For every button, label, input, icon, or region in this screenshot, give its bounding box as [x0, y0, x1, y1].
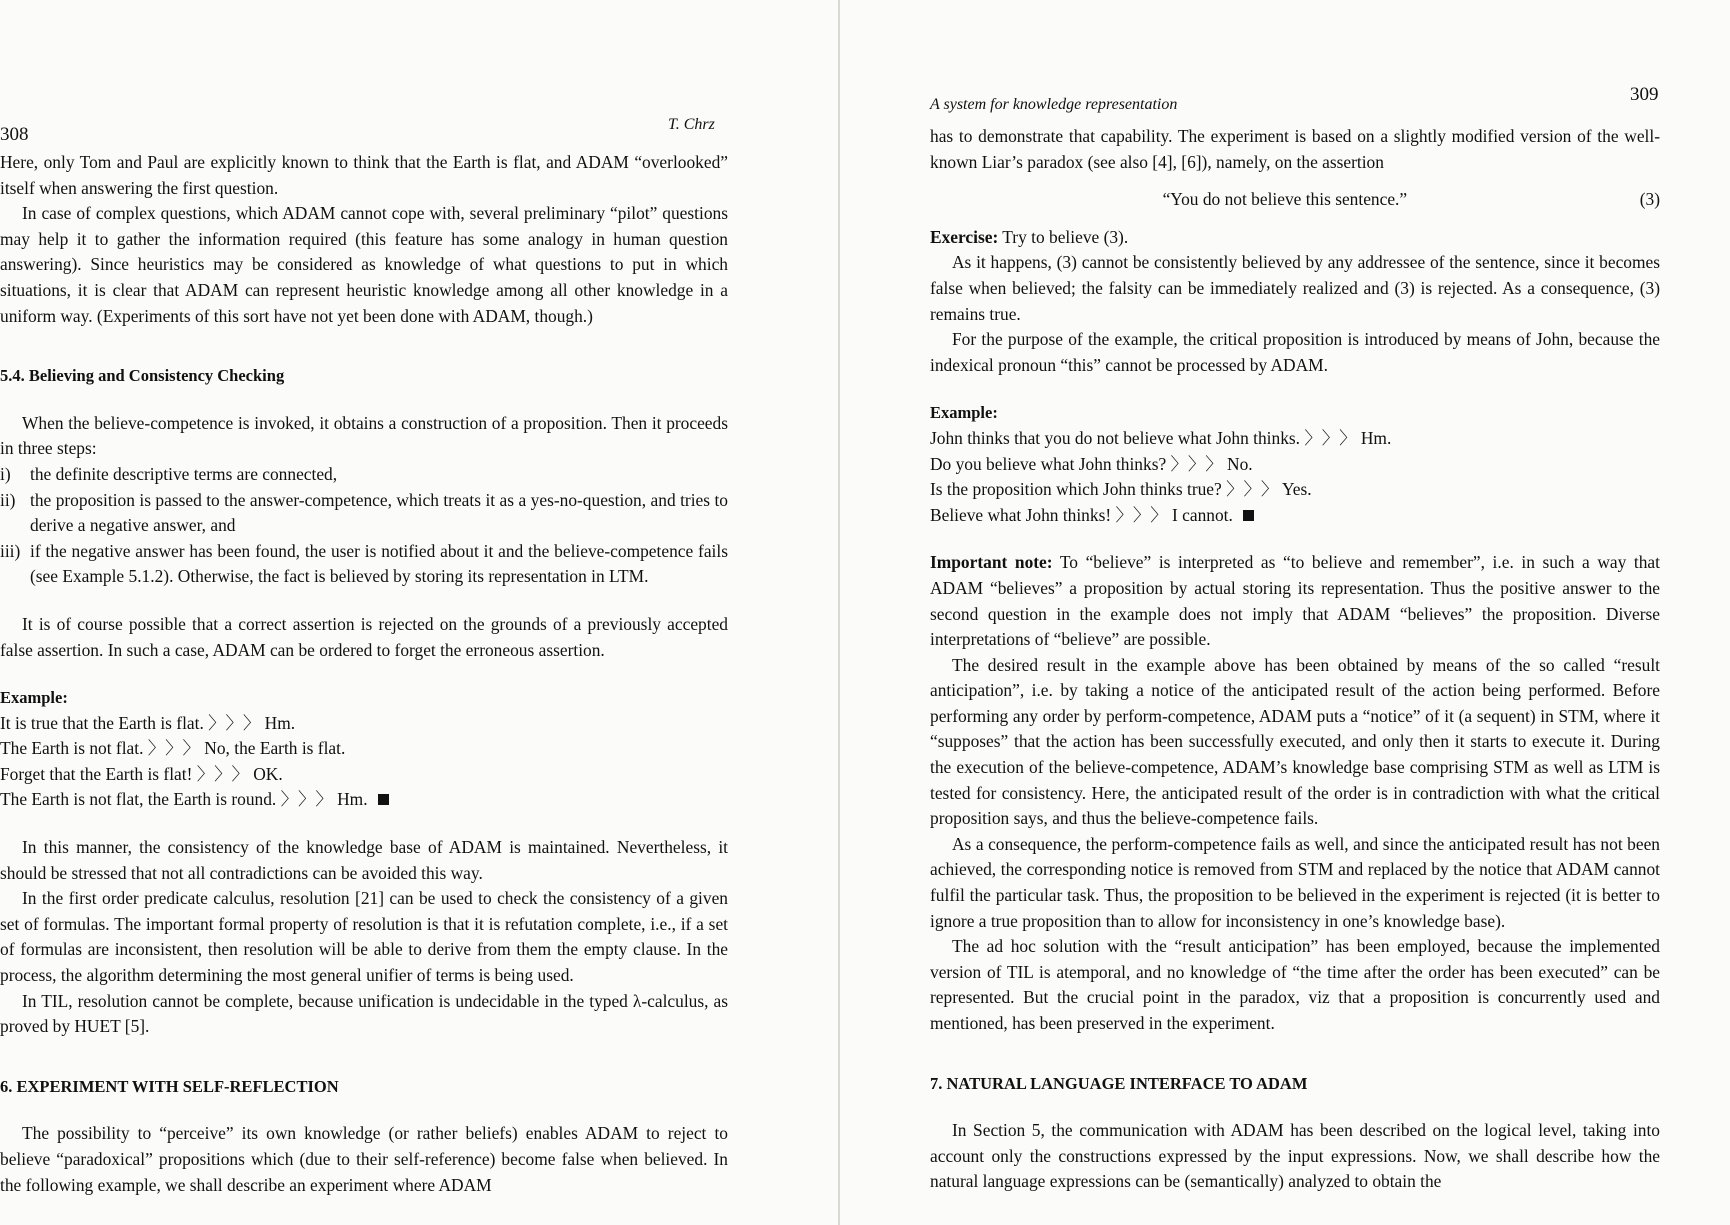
paragraph: In this manner, the consistency of the knowledge base of ADAM is maintained. Nevertheless, it should be stressed that not all contradictions can be avoided this way.	[0, 837, 728, 883]
example-label: Example:	[0, 688, 68, 708]
paragraph: The ad hoc solution with the “result anticipation” has been employed, because the implemented version of TIL is atemporal, and no knowledge of “the time after the order has been executed” can be represented. But the crucial point in the paradox, viz that a proposition is concurrently used and mentioned, has been preserved in the experiment.	[930, 936, 1660, 1033]
paragraph: As a consequence, the perform-competence fails as well, and since the anticipated result has not been achieved, the corresponding notice is removed from STM and replaced by the notice that ADAM cannot fulfil the particular task. Thus, the proposition to be believed in the experiment is rejected (it is better to ignore a true proposition than to allow for inconsistency in one’s knowledge base).	[930, 833, 1660, 931]
left-page	[0, 0, 740, 1225]
paragraph: Here, only Tom and Paul are explicitly known to think that the Earth is flat, and ADAM “overlooked” itself when answering the first question.	[0, 152, 728, 198]
paragraph: As it happens, (3) cannot be consistently believed by any addressee of the sentence, since it becomes false when believed; the falsity can be immediately realized and (3) is rejected. As a consequence, (3) remains true.	[930, 252, 1660, 324]
list-item	[0, 488, 728, 539]
exercise-text: Try to believe (3).	[1002, 226, 1129, 247]
end-of-example-square-icon	[1243, 510, 1254, 521]
paragraph: The possibility to “perceive” its own knowledge (or rather beliefs) enables ADAM to reject to believe “paradoxical” propositions which (due to their self-reference) become false when believed. In the following example, we shall describe an experiment where ADAM	[0, 1123, 728, 1195]
book-gutter	[838, 0, 840, 1225]
example-text: The Earth is not flat, the Earth is round. 〉〉〉 Hm.	[0, 789, 368, 810]
paragraph: In TIL, resolution cannot be complete, because unification is undecidable in the typed λ-calculus, as proved by HUET [5].	[0, 990, 728, 1037]
end-of-example-square-icon	[378, 794, 389, 805]
list-marker: ii)	[0, 489, 16, 510]
list-marker: i)	[0, 463, 11, 484]
paragraph: In case of complex questions, which ADAM cannot cope with, several preliminary “pilot” questions may help it to gather the information required (this feature has some analogy in human question answering). Since heuristics may be considered as knowledge of what questions to put in which situations, it is clear that ADAM can represent heuristic knowledge among all other knowledge in a uniform way. (Experiments of this sort have not yet been done with ADAM, though.)	[0, 203, 728, 326]
running-head: A system for knowledge representation	[930, 96, 1178, 113]
paragraph: It is of course possible that a correct assertion is rejected on the grounds of a previously accepted false assertion. In such a case, ADAM can be ordered to forget the erroneous assertion.	[0, 613, 728, 660]
note-label: Important note:	[930, 552, 1053, 573]
paragraph: The desired result in the example above has been obtained by means of the so called “result anticipation”, i.e. by taking a notice of the anticipated result of the action being performed. Before performing any order by perform-competence, ADAM puts a “notice” of it (a sequent) in STM, where it “supposes” that the action has been successfully executed, and only then it starts to execute it. During the execution of the believe-competence, ADAM’s knowledge base comprising STM as well as LTM is tested for consistency. Here, the anticipated result of the order is in contradiction with what the critical proposition says, and thus the believe-competence fails.	[930, 654, 1660, 829]
list-item	[0, 462, 728, 488]
exercise	[930, 225, 1660, 251]
example-line: It is true that the Earth is flat. 〉〉〉 Hm.	[0, 712, 296, 733]
section-heading: 6. EXPERIMENT WITH SELF-REFLECTION	[0, 1076, 339, 1096]
example-line	[930, 503, 1660, 529]
equation-number: (3)	[1639, 189, 1660, 210]
page-number: 308	[0, 124, 29, 145]
page-number: 309	[1630, 84, 1659, 105]
paragraph: In Section 5, the communication with ADAM has been described on the logical level, taking into account only the constructions expressed by the input expressions. Now, we shall describe how the natural language expressions can be (semantically) analyzed to obtain the	[930, 1120, 1660, 1192]
example-line: The Earth is not flat. 〉〉〉 No, the Earth is flat.	[0, 738, 346, 759]
example-line	[0, 787, 728, 813]
example-line: John thinks that you do not believe what John thinks. 〉〉〉 Hm.	[930, 427, 1392, 448]
important-note	[930, 550, 1660, 652]
list-marker: iii)	[0, 540, 21, 561]
running-head: T. Chrz	[668, 116, 715, 133]
list-text: the definite descriptive terms are connected,	[30, 463, 338, 484]
example-line: Forget that the Earth is flat! 〉〉〉 OK.	[0, 763, 283, 784]
list-item	[0, 539, 728, 590]
left-page-body	[0, 150, 728, 1198]
equation-text: “You do not believe this sentence.”	[1162, 189, 1408, 210]
paragraph: In the first order predicate calculus, resolution [21] can be used to check the consistency of a given set of formulas. The important formal property of resolution is that it is refutation complete, i.e., if a set of formulas are inconsistent, then resolution will be able to derive from them the empty clause. In the process, the algorithm determining the most general unifier of terms is being used.	[0, 888, 728, 986]
exercise-label: Exercise:	[930, 226, 999, 247]
paragraph: has to demonstrate that capability. The experiment is based on a slightly modified version of the well-known Liar’s paradox (see also [4], [6]), namely, on the assertion	[930, 126, 1660, 172]
list-text: the proposition is passed to the answer-competence, which treats it as a yes-no-question, and tries to derive a negative answer, and	[30, 489, 728, 536]
paragraph: For the purpose of the example, the critical proposition is introduced by means of John, because the indexical pronoun “this” cannot be processed by ADAM.	[930, 329, 1660, 375]
right-page	[930, 0, 1670, 1225]
list-text: if the negative answer has been found, the user is notified about it and the believe-competence fails (see Example 5.1.2). Otherwise, the fact is believed by storing its representation in LTM.	[30, 540, 728, 587]
paragraph: When the believe-competence is invoked, it obtains a construction of a proposition. Then it proceeds in three steps:	[0, 412, 728, 459]
equation	[930, 187, 1660, 213]
example-line: Do you believe what John thinks? 〉〉〉 No.	[930, 453, 1253, 474]
note-text: To “believe” is interpreted as “to believe and remember”, i.e. in such a way that ADAM “believes” a proposition by actual storing its representation. Thus the positive answer to the second question in the example does not imply that ADAM “believes” the proposition. Diverse interpretations of “believe” are possible.	[930, 552, 1660, 650]
example-text: Believe what John thinks! 〉〉〉 I cannot.	[930, 504, 1233, 525]
right-page-body	[930, 124, 1660, 1195]
section-heading: 7. NATURAL LANGUAGE INTERFACE TO ADAM	[930, 1073, 1308, 1093]
section-heading: 5.4. Believing and Consistency Checking	[0, 366, 285, 386]
example-label: Example:	[930, 403, 998, 423]
example-line: Is the proposition which John thinks true? 〉〉〉 Yes.	[930, 479, 1312, 500]
